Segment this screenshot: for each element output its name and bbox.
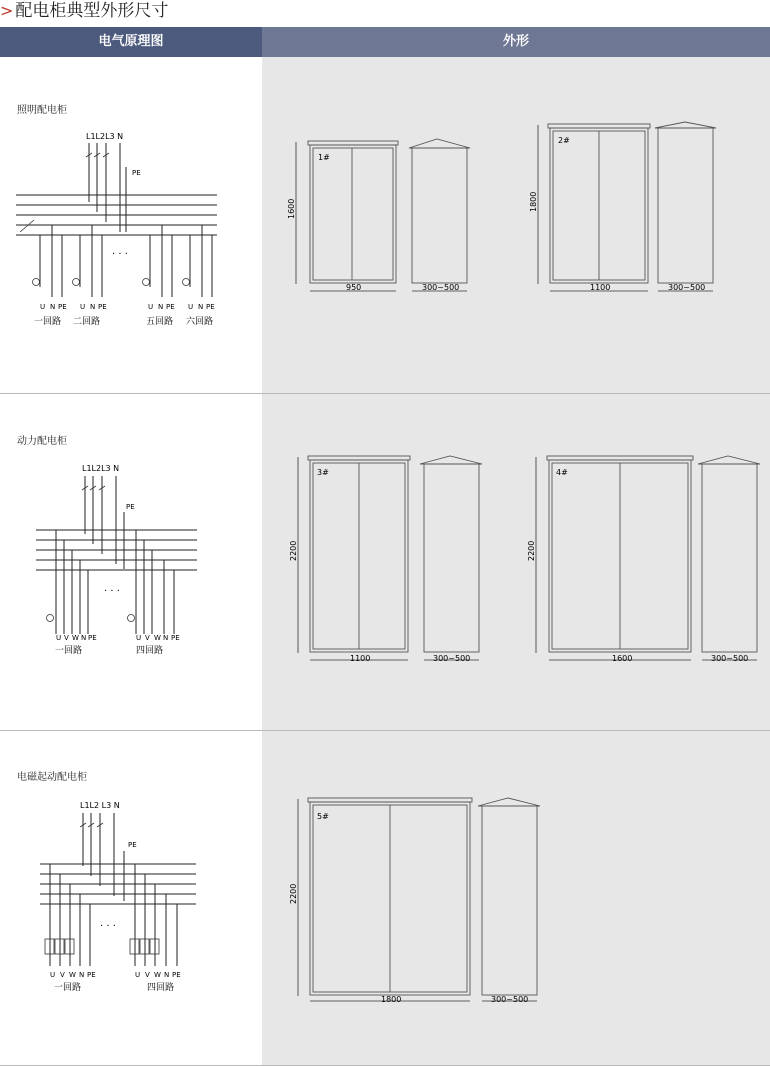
section-label: 电磁起动配电柜 <box>17 772 87 783</box>
magnetic-start-drawing <box>0 731 770 1065</box>
terminal-label: U <box>80 303 86 311</box>
svg-text:· · ·: · · · <box>100 921 116 932</box>
terminal-label: V <box>60 971 65 979</box>
schematic-diagram <box>16 132 217 327</box>
page-title-text: 配电柜典型外形尺寸 <box>15 1 169 21</box>
header-outline: 外形 <box>262 27 770 57</box>
terminal-label: N <box>158 303 164 311</box>
terminal-label: N <box>198 303 204 311</box>
circuit-label: 四回路 <box>136 646 164 656</box>
terminal-label: W <box>72 634 79 642</box>
terminal-label: N <box>90 303 96 311</box>
bus-label: L1L2 L3 N <box>80 801 120 810</box>
header-schematic: 电气原理图 <box>0 27 262 57</box>
section-label: 照明配电柜 <box>17 105 67 116</box>
terminal-label: N <box>164 971 170 979</box>
dim-depth: 300~500 <box>422 283 460 292</box>
cabinet-id: 4# <box>556 468 568 477</box>
terminal-label: N <box>163 634 169 642</box>
terminal-label: N <box>50 303 56 311</box>
terminal-label: PE <box>58 303 67 311</box>
terminal-label: PE <box>166 303 175 311</box>
arrow-icon: > <box>0 1 14 20</box>
bus-label: L1L2L3 N <box>82 464 120 473</box>
terminal-label: PE <box>98 303 107 311</box>
page-title <box>0 0 168 24</box>
dim-width: 1100 <box>350 654 371 663</box>
section-label: 动力配电柜 <box>17 436 67 447</box>
cabinet-4 <box>527 456 760 663</box>
terminal-label: U <box>135 971 141 979</box>
terminal-label: W <box>69 971 76 979</box>
dim-width: 950 <box>346 283 362 292</box>
section-magnetic-start <box>0 731 770 1066</box>
terminal-label: U <box>56 634 62 642</box>
terminal-label: W <box>154 971 161 979</box>
terminal-label: PE <box>206 303 215 311</box>
circuit-label: 四回路 <box>147 983 175 993</box>
dim-width: 1600 <box>612 654 633 663</box>
terminal-label: U <box>50 971 56 979</box>
dim-height: 1600 <box>287 198 296 219</box>
cabinet-id: 1# <box>318 153 330 162</box>
cabinet-id: 5# <box>317 812 329 821</box>
circuit-label: 一回路 <box>54 983 82 993</box>
dim-height: 2200 <box>289 883 298 904</box>
circuit-label: 六回路 <box>186 317 214 327</box>
dim-depth: 300~500 <box>711 654 749 663</box>
cabinet-2 <box>529 122 716 292</box>
dim-width: 1100 <box>590 283 611 292</box>
terminal-label: V <box>64 634 69 642</box>
dim-height: 2200 <box>289 540 298 561</box>
lighting-drawing <box>0 57 770 393</box>
cabinet-5 <box>289 798 540 1004</box>
power-drawing <box>0 394 770 730</box>
schematic-diagram <box>36 464 197 656</box>
svg-text:· · ·: · · · <box>104 586 120 597</box>
dim-depth: 300~500 <box>491 995 529 1004</box>
dim-depth: 300~500 <box>668 283 706 292</box>
pe-label: PE <box>126 503 135 511</box>
terminal-label: U <box>136 634 142 642</box>
section-power <box>0 394 770 731</box>
terminal-label: V <box>145 971 150 979</box>
terminal-label: N <box>81 634 87 642</box>
dim-height: 1800 <box>529 191 538 212</box>
terminal-label: PE <box>87 971 96 979</box>
pe-label: PE <box>128 841 137 849</box>
pe-label: PE <box>132 169 141 177</box>
cabinet-id: 3# <box>317 468 329 477</box>
circuit-label: 二回路 <box>73 317 101 327</box>
terminal-label: U <box>188 303 194 311</box>
svg-text:· · ·: · · · <box>112 249 128 260</box>
terminal-label: V <box>145 634 150 642</box>
terminal-label: U <box>40 303 46 311</box>
terminal-label: PE <box>88 634 97 642</box>
cabinet-id: 2# <box>558 136 570 145</box>
dim-height: 2200 <box>527 540 536 561</box>
table-header <box>0 27 770 57</box>
terminal-label: PE <box>172 971 181 979</box>
dim-depth: 300~500 <box>433 654 471 663</box>
section-lighting <box>0 57 770 394</box>
cabinet-1 <box>287 139 470 292</box>
terminal-label: PE <box>171 634 180 642</box>
circuit-label: 五回路 <box>146 317 174 327</box>
dim-width: 1800 <box>381 995 402 1004</box>
terminal-label: W <box>154 634 161 642</box>
cabinet-3 <box>289 456 482 663</box>
bus-label: L1L2L3 N <box>86 132 124 141</box>
terminal-label: U <box>148 303 154 311</box>
terminal-label: N <box>79 971 85 979</box>
schematic-diagram <box>40 801 196 993</box>
circuit-label: 一回路 <box>34 317 62 327</box>
circuit-label: 一回路 <box>55 646 83 656</box>
